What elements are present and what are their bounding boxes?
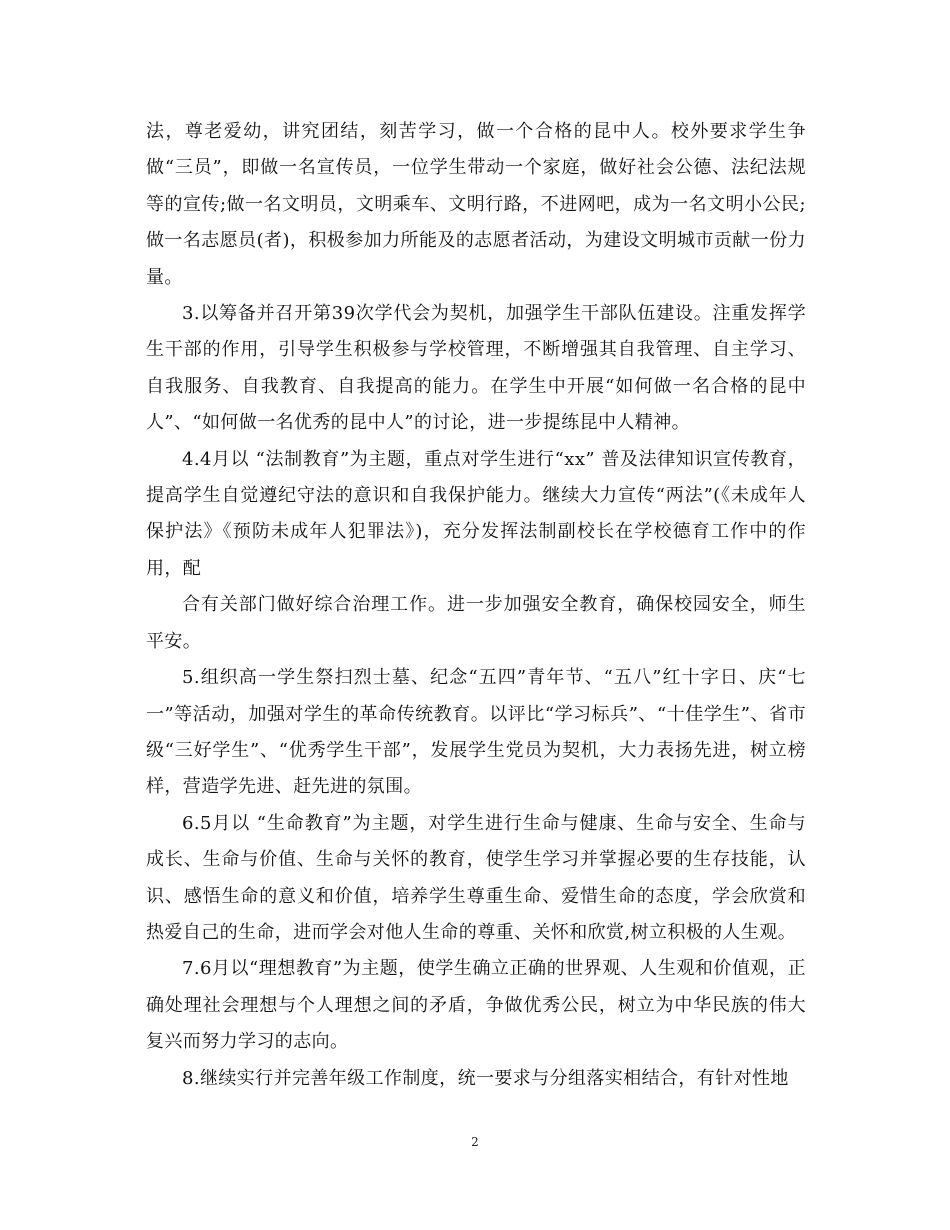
paragraph-item-7: 7.6月以“理想教育”为主题，使学生确立正确的世界观、人生观和价值观，正确处理社会理想与个人理想之间的矛盾，争做优秀公民，树立为中华民族的伟大复兴而努力学习的志向。 [146,958,806,1053]
paragraph-item-4-continued: 合有关部门做好综合治理工作。进一步加强安全教育，确保校园安全，师生平安。 [146,594,806,652]
paragraph-item-8: 8.继续实行并完善年级工作制度，统一要求与分组落实相结合，有针对性地 [182,1067,789,1089]
paragraph-item-5: 5.组织高一学生祭扫烈士墓、纪念“五四”青年节、“五八”红十字日、庆“七一”等活动，加强对学生的革命传统教育。以评比“学习标兵”、“十佳学生”、省市级“三好学生”、“优秀学生干部”，发展学生党员为契机，大力表扬先进，树立榜样，营造学先进、赶先进的氛围。 [146,667,806,798]
paragraph-item-3: 3.以筹备并召开第39次学代会为契机，加强学生干部队伍建设。注重发挥学生干部的作用，引导学生积极参与学校管理，不断增强其自我管理、自主学习、自我服务、自我教育、自我提高的能力。在学生中开展“如何做一名合格的昆中人”、“如何做一名优秀的昆中人”的讨论，进一步提练昆中人精神。 [146,303,806,434]
paragraph-item-6: 6.5月以 “生命教育”为主题，对学生进行生命与健康、生命与安全、生命与成长、生命与价值、生命与关怀的教育，使学生学习并掌握必要的生存技能，认识、感悟生命的意义和价值，培养学生尊重生命、爱惜生命的态度，学会欣赏和热爱自己的生命，进而学会对他人生命的尊重、关怀和欣赏,树立积极的人生观。 [146,812,806,943]
paragraph-item-4: 4.4月以 “法制教育”为主题，重点对学生进行“xx” 普及法律知识宣传教育，提高学生自觉遵纪守法的意识和自我保护能力。继续大力宣传“两法”(《未成年人保护法》《预防未成年人犯罪法》)，充分发挥法制副校长在学校德育工作中的作用，配 [146,448,806,579]
paragraph-continuation: 法，尊老爱幼，讲究团结，刻苦学习，做一个合格的昆中人。校外要求学生争做“三员”，即做一名宣传员，一位学生带动一个家庭，做好社会公德、法纪法规等的宣传;做一名文明员，文明乘车、文明行路，不进网吧，成为一名文明小公民;做一名志愿员(者)，积极参加力所能及的志愿者活动，为建设文明城市贡献一份力量。 [146,121,806,288]
page-number: 2 [471,1135,479,1149]
document-body [146,114,806,1097]
